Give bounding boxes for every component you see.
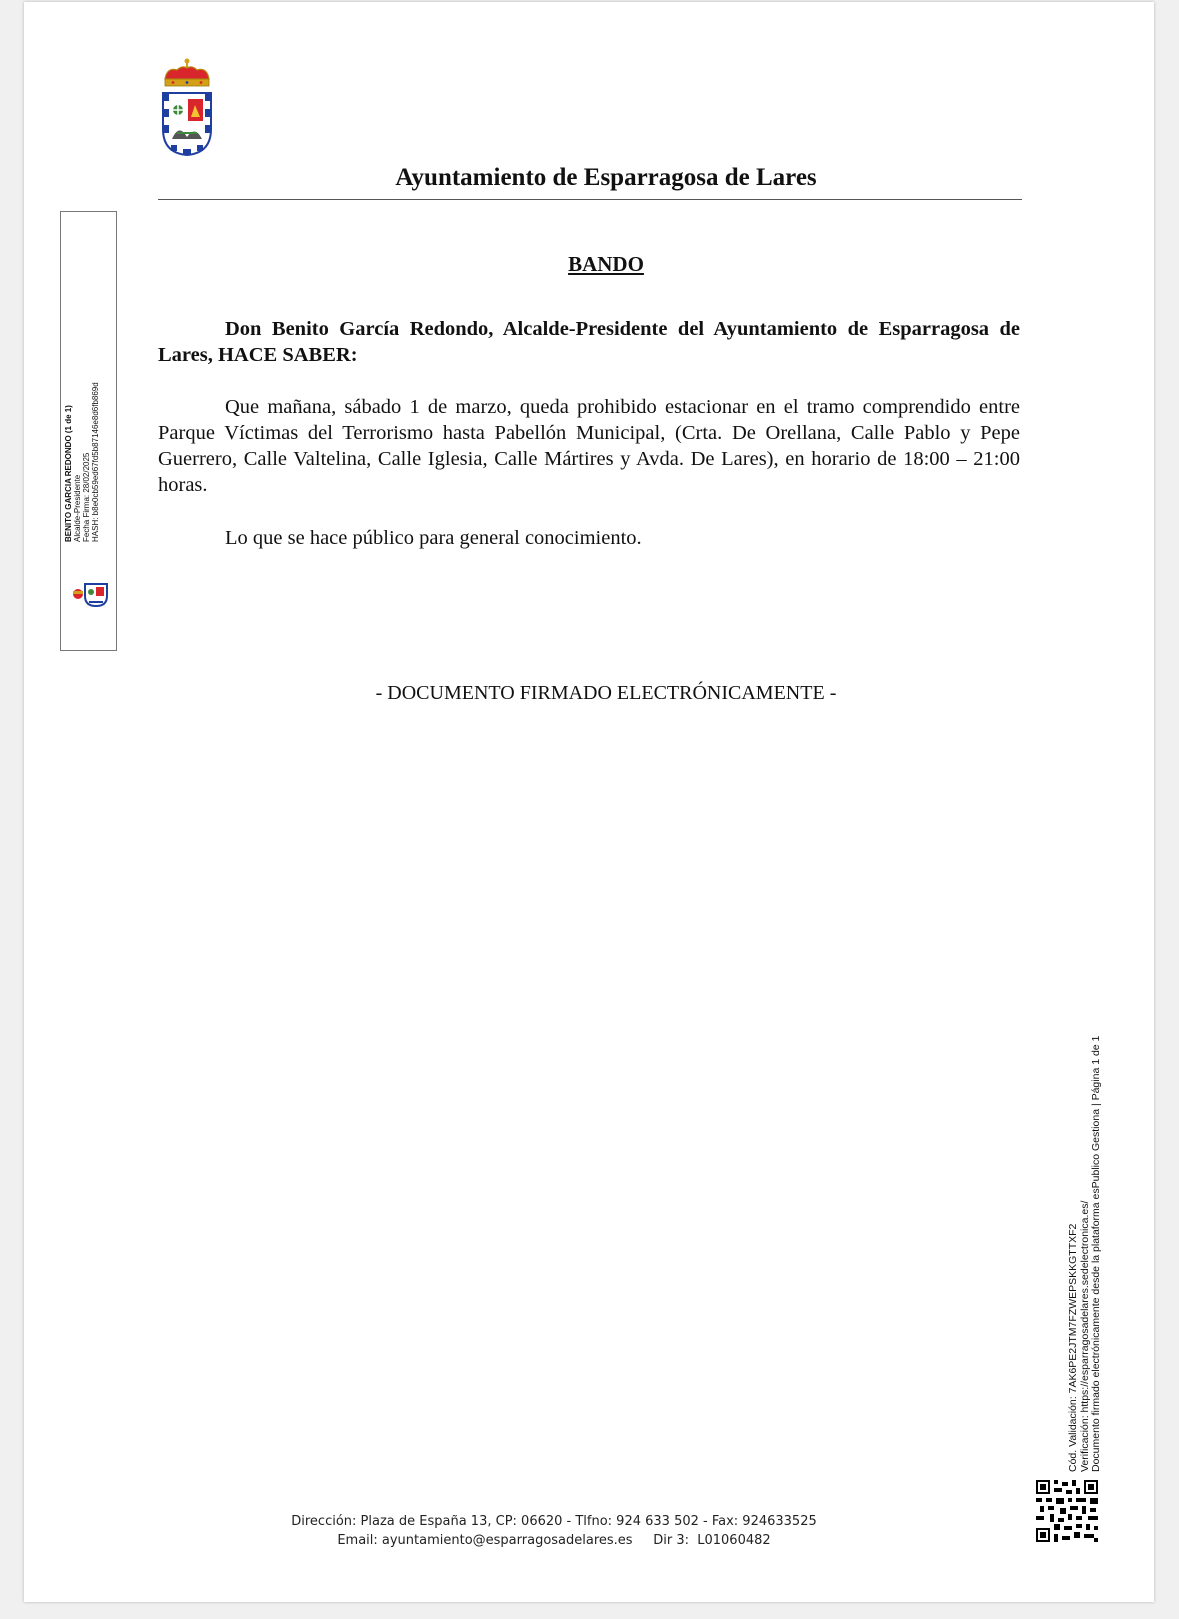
validation-platform: Documento firmado electrónicamente desde la plataforma esPublico Gestiona | Página 1 de 1 <box>1090 1035 1102 1472</box>
document-type-heading: BANDO <box>568 252 644 276</box>
stamp-text <box>64 382 100 542</box>
stamp-signature-date: Fecha Firma: 28/02/2025 <box>82 452 91 542</box>
validation-code: Cód. Validación: 7AK6PE2JTM7FZWEPSKKGTTXF2 <box>1067 1223 1079 1472</box>
validation-info <box>1068 1036 1103 1472</box>
announcement-intro: Don Benito García Redondo, Alcalde-Presidente del Ayuntamiento de Esparragosa de Lares, HACE SABER: <box>158 318 1020 366</box>
header-divider <box>158 199 1022 200</box>
footer <box>274 1512 834 1550</box>
validation-url: Verificación: https://esparragosadelares.sedelectronica.es/ <box>1078 1200 1091 1472</box>
stamp-hash: HASH: b8e0cb59ed67fd5b87146e8d6fb869d <box>91 382 100 542</box>
stamp-signer-name: BENITO GARCIA REDONDO (1 de 1) <box>64 405 73 542</box>
footer-contact: Email: ayuntamiento@esparragosadelares.es Dir 3: L01060482 <box>337 1533 771 1548</box>
signed-notice: - DOCUMENTO FIRMADO ELECTRÓNICAMENTE - <box>375 682 837 704</box>
coat-of-arms-icon <box>157 57 217 157</box>
page-title: Ayuntamiento de Esparragosa de Lares <box>395 164 817 191</box>
document-page <box>24 2 1154 1602</box>
signature-stamp <box>60 211 117 651</box>
footer-address: Dirección: Plaza de España 13, CP: 06620 - Tlfno: 924 633 502 - Fax: 924633525 <box>291 1514 817 1529</box>
stamp-signer-role: Alcalde-Presidente <box>73 474 82 542</box>
qr-code-icon <box>1036 1480 1098 1542</box>
stamp-coat-of-arms-icon <box>69 580 111 608</box>
announcement-closing: Lo que se hace público para general conocimiento. <box>225 527 642 549</box>
announcement-body: Que mañana, sábado 1 de marzo, queda prohibido estacionar en el tramo comprendido entre Parque Víctimas del Terrorismo hasta Pabellón Municipal, (Crta. De Orellana, Calle Pablo y Pepe Guerrero, Calle Valtelina, Calle Iglesia, Calle Mártires y Avda. De Lares), en horario de 18:00 – 21:00 horas. <box>158 396 1020 496</box>
